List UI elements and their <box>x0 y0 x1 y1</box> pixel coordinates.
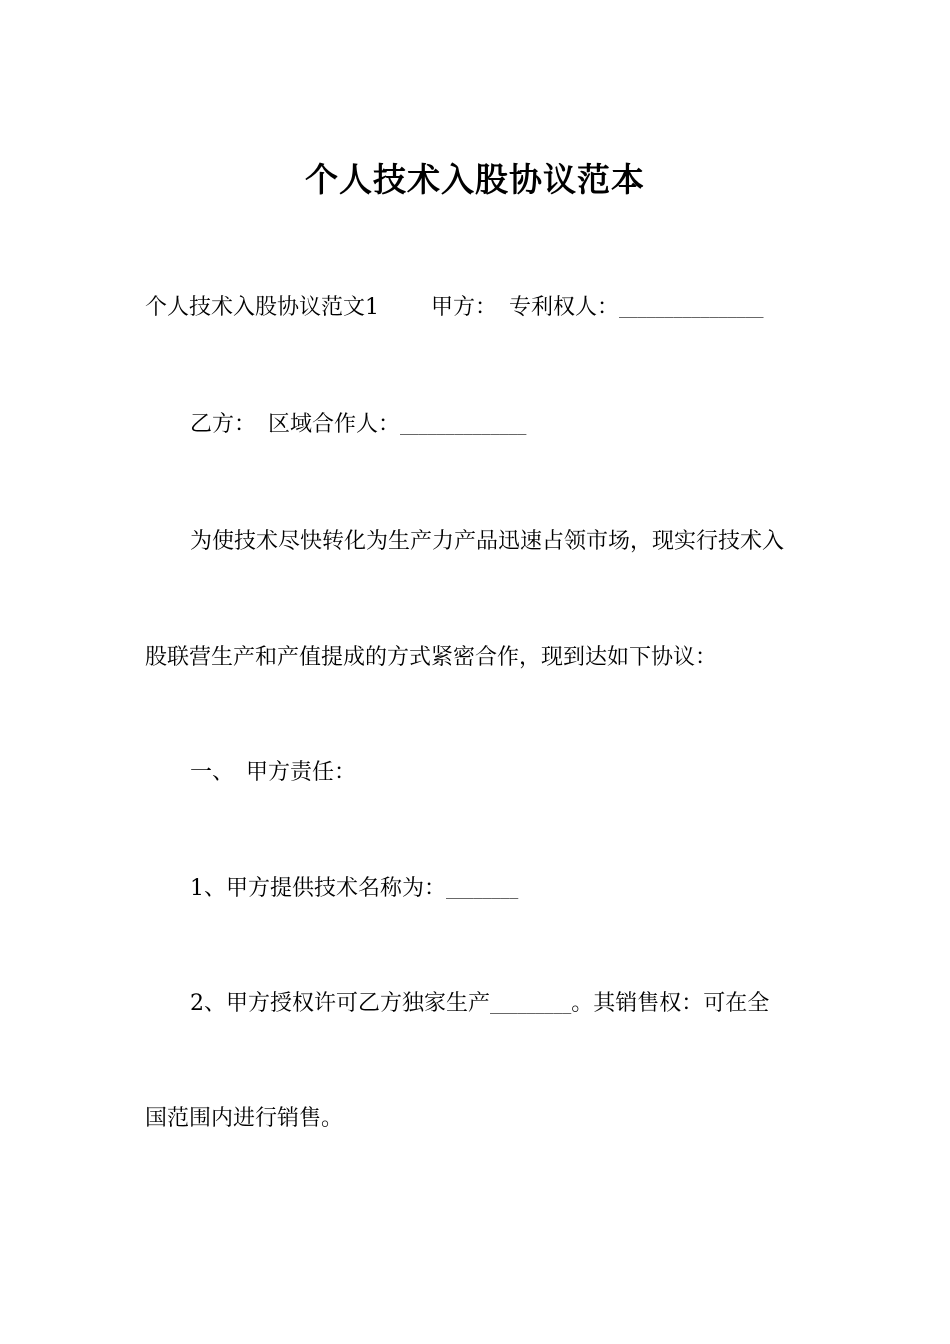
paragraph-line-5 <box>190 753 356 793</box>
text-regional-partner: 区域合作人： <box>268 412 401 437</box>
text-patent-holder: 专利权人： <box>509 295 620 320</box>
text-clause-2c: 国范围内进行销售。 <box>145 1106 344 1131</box>
blank-product-name: _________ <box>490 996 572 1014</box>
text-purpose-2: 股联营生产和产值提成的方式紧密合作，现到达如下协议： <box>145 645 718 670</box>
document-title: 个人技术入股协议范本 <box>305 160 645 199</box>
paragraph-line-8 <box>145 1099 343 1139</box>
paragraph-line-2 <box>190 405 526 446</box>
text-clause-2a: 2、甲方授权许可乙方独家生产 <box>190 991 490 1016</box>
text-section-title: 甲方责任： <box>246 760 357 785</box>
blank-technology-name: ________ <box>446 881 519 899</box>
paragraph-line-3 <box>190 522 784 562</box>
text-party-b: 乙方： <box>190 412 257 437</box>
text-section-number: 一、 <box>190 760 235 785</box>
text-purpose-1: 为使技术尽快转化为生产力产品迅速占领市场，现实行技术入 <box>190 529 785 554</box>
text-clause-2b: 。其销售权：可在全 <box>571 991 770 1016</box>
blank-regional-partner: ______________ <box>400 417 527 435</box>
text-clause-1: 1、甲方提供技术名称为： <box>190 876 446 901</box>
paragraph-line-7 <box>190 984 769 1025</box>
text-heading: 个人技术入股协议范文1 <box>145 295 379 320</box>
blank-patent-holder: ________________ <box>619 300 764 318</box>
paragraph-line-6 <box>190 869 518 910</box>
text-party-a: 甲方： <box>431 295 498 320</box>
paragraph-line-1 <box>145 288 764 329</box>
paragraph-line-4 <box>145 638 717 678</box>
